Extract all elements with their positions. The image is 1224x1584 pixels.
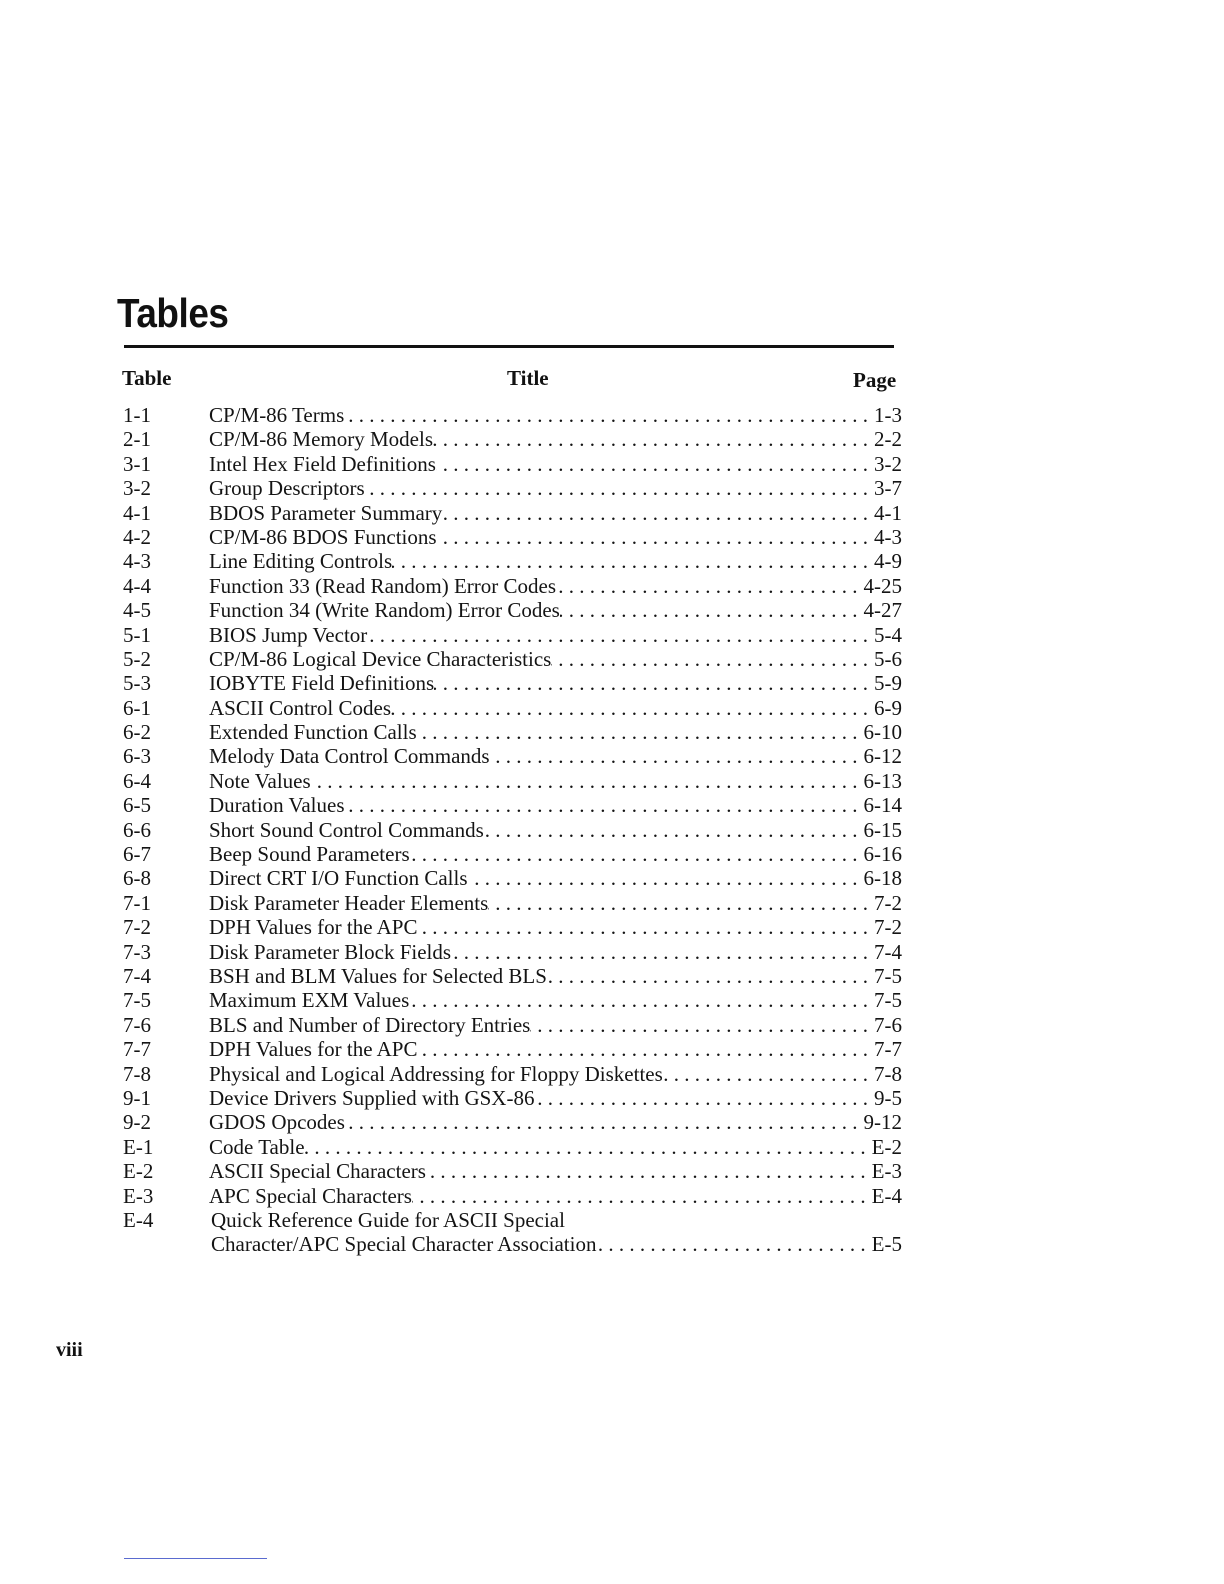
table-row (0, 696, 1224, 720)
table-entry (209, 1013, 902, 1037)
table-row (0, 574, 1224, 598)
page-number: 7-5 (874, 988, 902, 1013)
table-number: 4-4 (123, 573, 151, 598)
table-entry (209, 647, 902, 671)
dot-leader (534, 1086, 874, 1110)
table-entry (209, 769, 902, 793)
table-entry (209, 744, 902, 768)
dot-leader (392, 549, 874, 573)
dot-leader (410, 842, 864, 866)
table-title: DPH Values for the APC (209, 1037, 418, 1062)
table-number: 4-1 (123, 500, 151, 525)
dot-leader (551, 647, 874, 671)
table-number: E-2 (123, 1159, 154, 1184)
table-title: CP/M-86 Logical Device Characteristics (209, 646, 552, 671)
table-row (0, 623, 1224, 647)
table-number: 7-3 (123, 939, 151, 964)
table-title-line-1: Quick Reference Guide for ASCII Special (211, 1207, 565, 1232)
table-entry (209, 842, 902, 866)
table-number: 4-2 (123, 524, 151, 549)
table-row (0, 598, 1224, 622)
footer-rule (124, 1558, 267, 1559)
dot-leader (345, 793, 864, 817)
page-number: 5-6 (874, 646, 902, 671)
table-number: 7-4 (123, 963, 151, 988)
table-row (0, 866, 1224, 890)
dot-leader (409, 988, 874, 1012)
page-number: 6-16 (863, 842, 902, 867)
table-number: 4-3 (123, 549, 151, 574)
table-row (0, 1110, 1224, 1134)
table-title: Intel Hex Field Definitions (209, 451, 436, 476)
table-title: BSH and BLM Values for Selected BLS (209, 963, 547, 988)
table-row (0, 403, 1224, 427)
table-row (0, 1037, 1224, 1061)
table-entry (209, 720, 902, 744)
table-title: Group Descriptors (209, 476, 365, 501)
page-number: 7-4 (874, 939, 902, 964)
dot-leader (367, 623, 874, 647)
page-number: 3-7 (874, 476, 902, 501)
dot-leader (451, 940, 874, 964)
table-number: 7-7 (123, 1037, 151, 1062)
table-title: Direct CRT I/O Function Calls (209, 866, 468, 891)
table-entry (209, 1135, 902, 1159)
table-number: 5-3 (123, 671, 151, 696)
table-entry (209, 696, 902, 720)
table-row (0, 744, 1224, 768)
table-entry (209, 1037, 902, 1061)
table-title-line-2: Character/APC Special Character Association (211, 1232, 597, 1257)
heading-rule (124, 345, 894, 348)
table-title: BDOS Parameter Summary (209, 500, 443, 525)
table-row (0, 1135, 1224, 1159)
page-number: 4-1 (874, 500, 902, 525)
table-row (0, 964, 1224, 988)
dot-leader (345, 1110, 864, 1134)
table-title: Function 34 (Write Random) Error Codes (209, 598, 560, 623)
column-header-page: Page (853, 368, 897, 392)
table-row (0, 793, 1224, 817)
page-number: 4-9 (874, 549, 902, 574)
page-number: 7-6 (874, 1012, 902, 1037)
dot-leader (556, 574, 863, 598)
dot-leader (488, 891, 874, 915)
table-row (0, 549, 1224, 573)
table-number: 7-1 (123, 890, 151, 915)
dot-leader (490, 744, 864, 768)
page-number: 7-2 (874, 890, 902, 915)
page-folio: viii (56, 1339, 83, 1361)
table-entry (209, 574, 902, 598)
table-row (0, 1159, 1224, 1183)
table-title: IOBYTE Field Definitions (209, 671, 435, 696)
tables-list (0, 403, 1224, 1257)
table-entry (209, 793, 902, 817)
table-number: E-3 (123, 1183, 154, 1208)
table-title: BLS and Number of Directory Entries (209, 1012, 531, 1037)
table-number: 3-2 (123, 476, 151, 501)
table-number: 6-4 (123, 768, 151, 793)
column-header-title: Title (507, 366, 549, 390)
dot-leader (547, 964, 874, 988)
table-number: 7-2 (123, 915, 151, 940)
table-row-continuation (0, 1232, 1224, 1256)
dot-leader (311, 769, 864, 793)
table-number: 6-8 (123, 866, 151, 891)
table-title: Disk Parameter Block Fields (209, 939, 452, 964)
dot-leader (305, 1135, 872, 1159)
page-number: E-4 (871, 1183, 902, 1208)
table-entry (209, 501, 902, 525)
page-number: 4-3 (874, 524, 902, 549)
page-number: 6-13 (863, 768, 902, 793)
page-number: 5-4 (874, 622, 902, 647)
table-entry (209, 671, 902, 695)
page-number: E-5 (871, 1232, 902, 1257)
table-title: Physical and Logical Addressing for Floppy Diskettes (209, 1061, 663, 1086)
dot-leader (468, 866, 864, 890)
table-number: E-1 (123, 1134, 154, 1159)
dot-leader (663, 1062, 874, 1086)
table-entry (209, 525, 902, 549)
table-title: DPH Values for the APC (209, 915, 418, 940)
table-entry (209, 915, 902, 939)
table-entry (209, 1062, 902, 1086)
table-title: Short Sound Control Commands (209, 817, 484, 842)
page-number: 6-15 (863, 817, 902, 842)
page-number: 6-12 (863, 744, 902, 769)
dot-leader (417, 915, 874, 939)
table-row (0, 476, 1224, 500)
table-number: 7-6 (123, 1012, 151, 1037)
table-entry (209, 964, 902, 988)
table-title: GDOS Opcodes (209, 1110, 345, 1135)
table-title: APC Special Characters (209, 1183, 412, 1208)
table-title: CP/M-86 BDOS Functions (209, 524, 437, 549)
table-number: 9-1 (123, 1085, 151, 1110)
table-title: Disk Parameter Header Elements (209, 890, 489, 915)
table-row (0, 769, 1224, 793)
table-title: CP/M-86 Memory Models (209, 427, 434, 452)
table-entry (209, 891, 902, 915)
dot-leader (426, 1159, 872, 1183)
table-number: 6-7 (123, 842, 151, 867)
page-number: E-2 (871, 1134, 902, 1159)
table-title: Note Values (209, 768, 311, 793)
table-number: 1-1 (123, 403, 151, 427)
dot-leader (417, 720, 864, 744)
dot-leader (434, 671, 874, 695)
table-row (0, 891, 1224, 915)
page-number: 6-9 (874, 695, 902, 720)
table-entry (209, 427, 902, 451)
table-number: 5-2 (123, 646, 151, 671)
table-entry (209, 1159, 902, 1183)
table-row (0, 940, 1224, 964)
dot-leader (484, 818, 864, 842)
table-entry (209, 940, 902, 964)
table-entry (209, 818, 902, 842)
table-entry (211, 1232, 902, 1256)
page-number: 4-25 (863, 573, 902, 598)
table-number: 6-5 (123, 793, 151, 818)
dot-leader (344, 403, 874, 427)
page-heading: Tables (117, 290, 229, 336)
table-number: 3-1 (123, 451, 151, 476)
table-entry (209, 452, 902, 476)
table-number: 6-1 (123, 695, 151, 720)
dot-leader (417, 1037, 874, 1061)
dot-leader (530, 1013, 874, 1037)
column-header-table: Table (122, 366, 172, 390)
page-number: 5-9 (874, 671, 902, 696)
table-row (0, 915, 1224, 939)
table-number: 7-5 (123, 988, 151, 1013)
table-entry (209, 623, 902, 647)
table-row (0, 1208, 1224, 1232)
table-entry (209, 988, 902, 1012)
page-number: 6-10 (863, 720, 902, 745)
table-number: 6-2 (123, 720, 151, 745)
page-number: 7-8 (874, 1061, 902, 1086)
table-entry (209, 1184, 902, 1208)
table-number: 7-8 (123, 1061, 151, 1086)
page-number: 6-14 (863, 793, 902, 818)
table-row (0, 501, 1224, 525)
table-entry (209, 1110, 902, 1134)
table-row (0, 720, 1224, 744)
table-title: Line Editing Controls (209, 549, 393, 574)
table-number: E-4 (123, 1207, 154, 1232)
dot-leader (433, 427, 874, 451)
page-number: 3-2 (874, 451, 902, 476)
table-number: 5-1 (123, 622, 151, 647)
table-entry (209, 598, 902, 622)
page-number: 7-5 (874, 963, 902, 988)
page-number: 7-7 (874, 1037, 902, 1062)
table-row (0, 1013, 1224, 1037)
table-entry (209, 549, 902, 573)
page-number: 9-12 (863, 1110, 902, 1135)
table-number: 6-3 (123, 744, 151, 769)
dot-leader (365, 476, 874, 500)
page-number: 2-2 (874, 427, 902, 452)
table-entry (209, 866, 902, 890)
dot-leader (560, 598, 864, 622)
table-row (0, 1086, 1224, 1110)
table-title: Duration Values (209, 793, 345, 818)
table-entry (209, 476, 902, 500)
dot-leader (437, 525, 874, 549)
table-title: Function 33 (Read Random) Error Codes (209, 573, 557, 598)
table-title: CP/M-86 Terms (209, 403, 345, 427)
dot-leader (391, 696, 874, 720)
table-number: 6-6 (123, 817, 151, 842)
table-entry (209, 403, 902, 427)
table-row (0, 647, 1224, 671)
page-number: E-3 (871, 1159, 902, 1184)
table-title: Melody Data Control Commands (209, 744, 490, 769)
table-row (0, 1062, 1224, 1086)
table-title: Beep Sound Parameters (209, 842, 410, 867)
page-number: 6-18 (863, 866, 902, 891)
table-title: Extended Function Calls (209, 720, 417, 745)
page-number: 9-5 (874, 1085, 902, 1110)
page-number: 7-2 (874, 915, 902, 940)
table-title: Maximum EXM Values (209, 988, 410, 1013)
table-row (0, 842, 1224, 866)
table-title: Device Drivers Supplied with GSX-86 (209, 1085, 535, 1110)
table-row (0, 525, 1224, 549)
table-title: ASCII Control Codes (209, 695, 392, 720)
table-number: 4-5 (123, 598, 151, 623)
table-title: BIOS Jump Vector (209, 622, 368, 647)
dot-leader (436, 452, 874, 476)
dot-leader (596, 1232, 871, 1256)
table-number: 2-1 (123, 427, 151, 452)
table-number: 9-2 (123, 1110, 151, 1135)
table-entry (209, 1086, 902, 1110)
table-row (0, 818, 1224, 842)
dot-leader (412, 1184, 872, 1208)
page-number: 4-27 (863, 598, 902, 623)
table-row (0, 988, 1224, 1012)
dot-leader (442, 501, 874, 525)
page-number: 1-3 (874, 403, 902, 427)
table-row (0, 671, 1224, 695)
table-row (0, 427, 1224, 451)
table-row (0, 1184, 1224, 1208)
table-title: ASCII Special Characters (209, 1159, 426, 1184)
table-title: Code Table (209, 1134, 305, 1159)
table-row (0, 452, 1224, 476)
